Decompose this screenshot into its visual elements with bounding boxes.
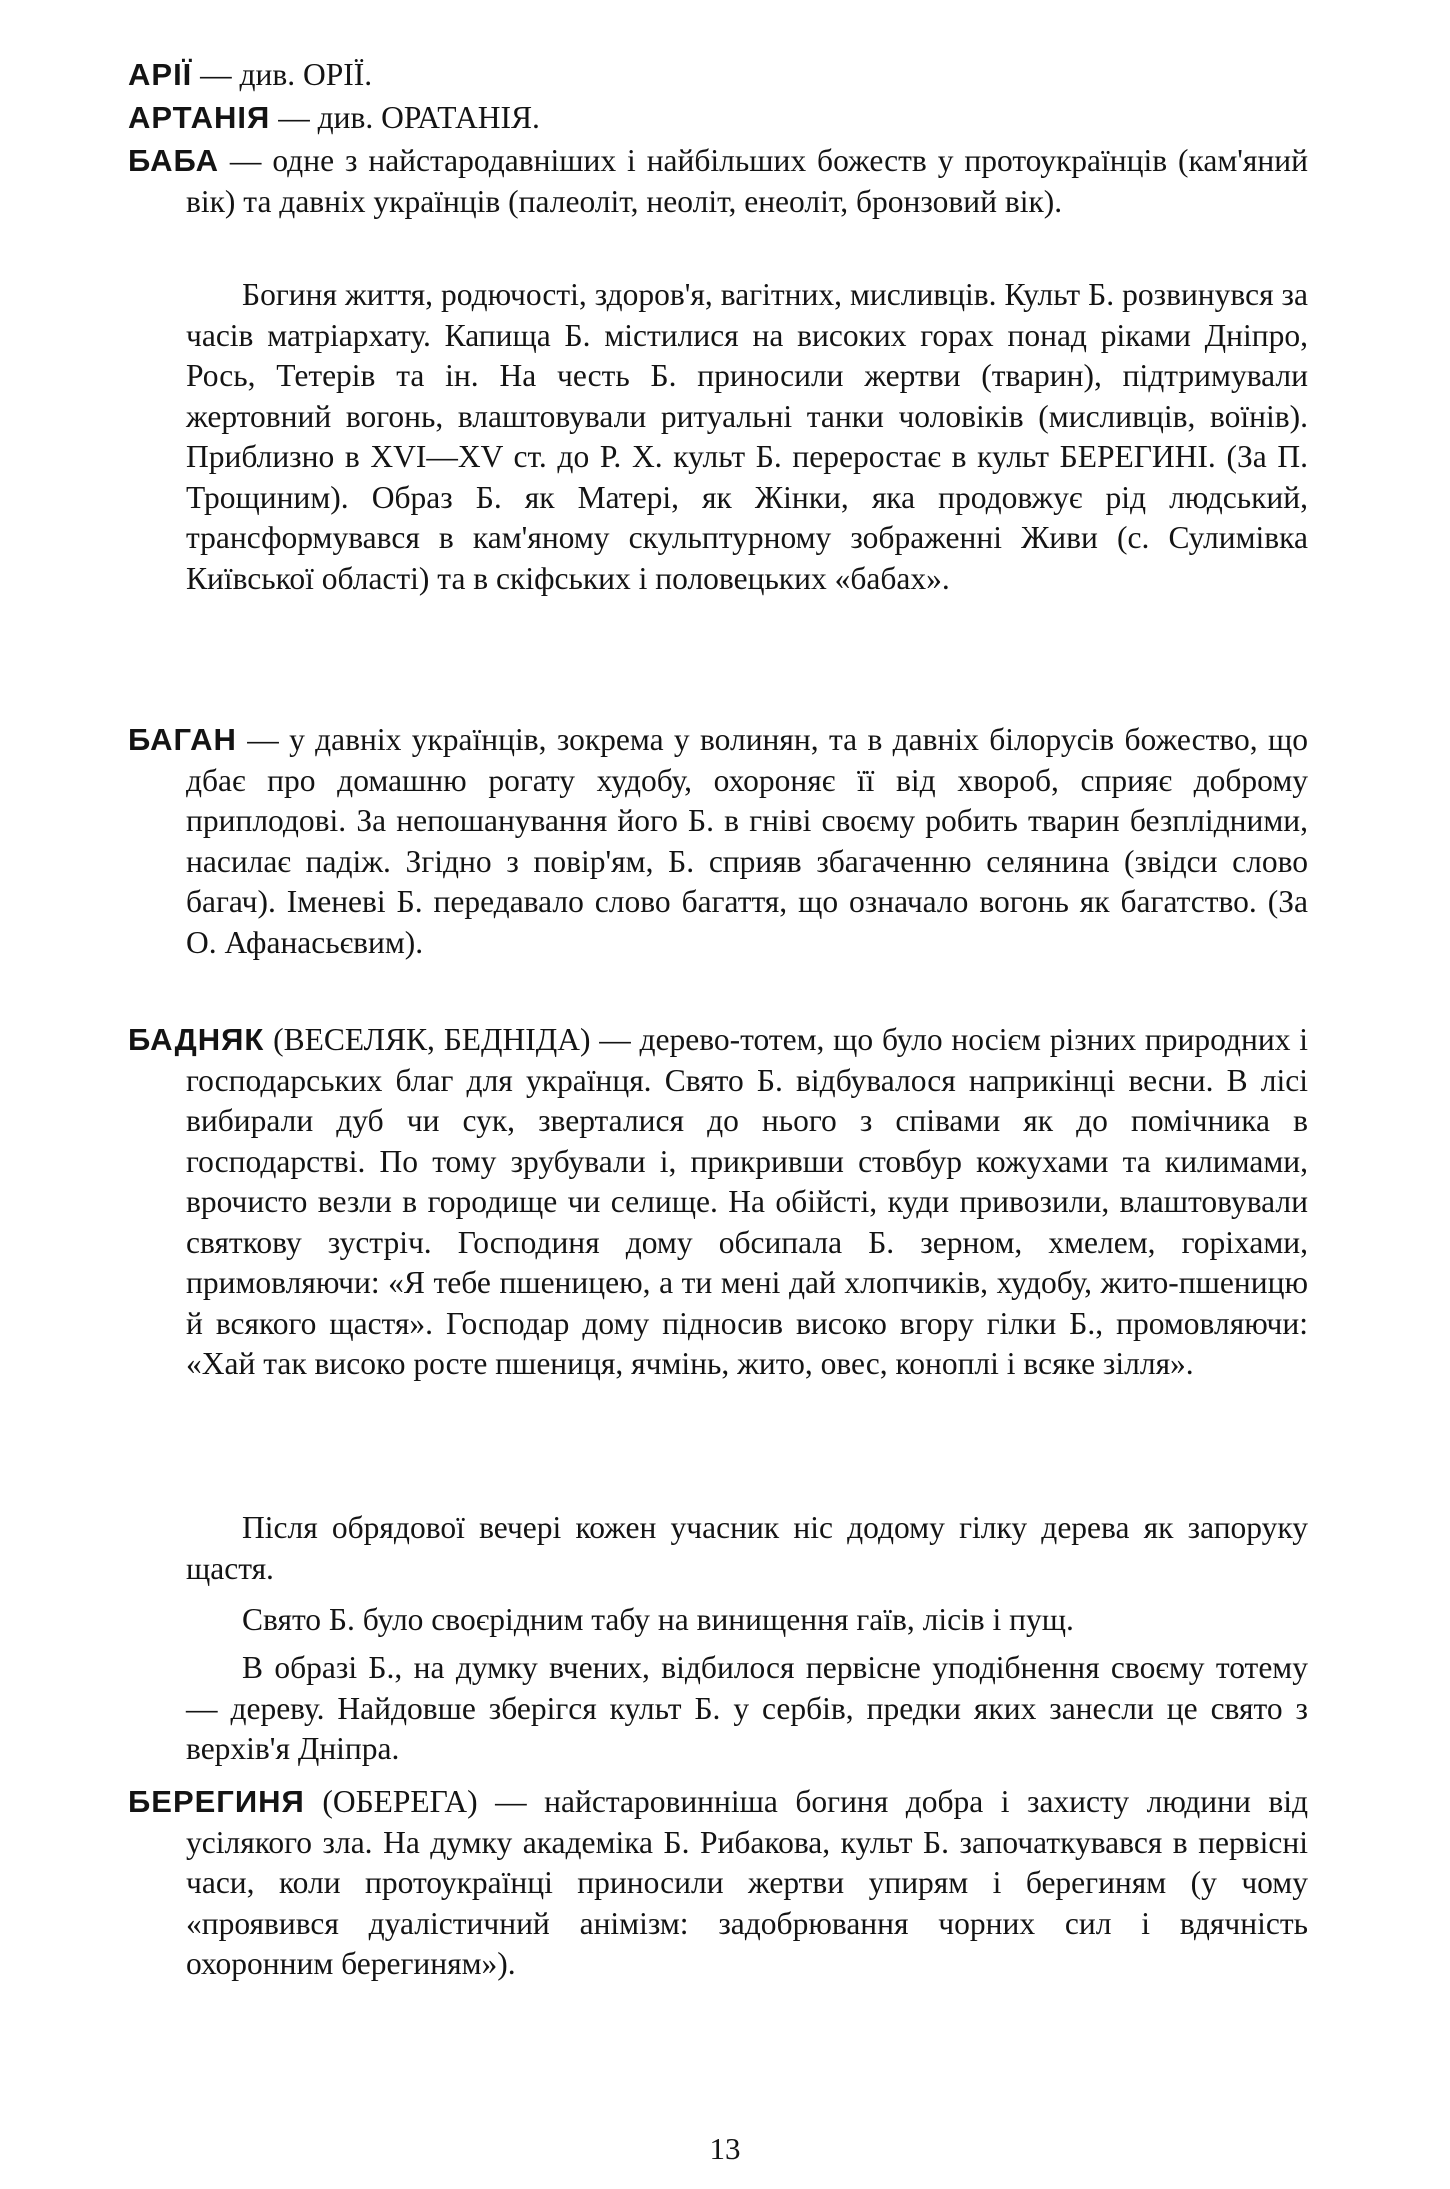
entry-badniak-paragraph: Після обрядової вечері кожен учасник ніс додому гілку дерева як запоруку щастя.	[186, 1510, 1308, 1586]
entry-term: АРТАНІЯ	[128, 100, 271, 135]
entry-bahan	[128, 720, 1308, 963]
entry-text: (ОБЕРЕГА) — найстаровинніша богиня добра і захисту людини від усілякого зла. На думку академіка Б. Рибакова, культ Б. започаткувався в первісні часи, коли протоукраїнці приносили жертви упирям і берегиням (у чому «проявився дуалістичний анімізм: задобрювання чорних сил і вдячність охоронним берегиням»).	[186, 1784, 1308, 1981]
entry-text: — див. ОРІЇ.	[192, 57, 373, 92]
entry-text: — див. ОРАТАНІЯ.	[270, 100, 540, 135]
entry-arii	[128, 55, 1308, 96]
entry-badniak-paragraph: В образі Б., на думку вчених, відбилося первісне уподібнення своєму тотему — дереву. Найдовше зберігся культ Б. у сербів, предки яких занесли це свято з верхів'я Дніпра.	[186, 1650, 1308, 1766]
entry-badniak	[128, 1020, 1308, 1385]
entry-term: БАДНЯК	[128, 1022, 265, 1057]
entry-baba	[128, 141, 1308, 222]
page-number: 13	[709, 2131, 741, 2166]
entry-term: БЕРЕГИНЯ	[128, 1784, 305, 1819]
entry-baba-paragraph: Богиня життя, родючості, здоров'я, вагітних, мисливців. Культ Б. розвинувся за часів матріархату. Капища Б. містилися на високих горах понад ріками Дніпро, Рось, Тетерів та ін. На честь Б. приносили жертви (тварин), підтримували жертовний вогонь, влаштовували ритуальні танки чоловіків (мисливців, воїнів). Приблизно в XVI—XV ст. до Р. X. культ Б. переростає в культ БЕРЕГИНІ. (За П. Трощиним). Образ Б. як Матері, як Жінки, яка продовжує рід людський, трансформувався в кам'яному скульптурному зображенні Живи (с. Сулимівка Київської області) та в скіфських і половецьких «бабах».	[186, 277, 1308, 596]
entry-term: АРІЇ	[128, 57, 193, 92]
entry-text: — одне з найстародавніших і найбільших божеств у протоукраїнців (кам'яний вік) та давніх українців (палеоліт, неоліт, енеоліт, бронзовий вік).	[186, 143, 1308, 219]
entry-text: (ВЕСЕЛЯК, БЕДНІДА) — дерево-тотем, що було носієм різних природних і господарських благ для українця. Свято Б. відбувалося наприкінці весни. В лісі вибирали дуб чи сук, зверталися до нього з співами як до помічника в господарстві. По тому зрубували і, прикривши стовбур кожухами та килимами, врочисто везли в городище чи селище. На обійсті, куди привозили, влаштовували святкову зустріч. Господиня дому обсипала Б. зерном, хмелем, горіхами, примовляючи: «Я тебе пшеницею, а ти мені дай хлопчиків, худобу, жито-пшеницю й всякого щастя». Господар дому підносив високо вгору гілки Б., промовляючи: «Хай так високо росте пшениця, ячмінь, жито, овес, коноплі і всяке зілля».	[186, 1022, 1308, 1381]
entry-berehynia	[128, 1782, 1308, 1985]
entry-term: БАБА	[128, 143, 219, 178]
entry-artaniia	[128, 98, 1308, 139]
entry-text: — у давніх українців, зокрема у волинян, та в давніх білорусів божество, що дбає про домашню рогату худобу, охороняє її від хвороб, сприяє доброму приплодові. За непошанування його Б. в гніві своєму робить тварин безплідними, насилає падіж. Згідно з повір'ям, Б. сприяв збагаченню селянина (звідси слово багач). Іменеві Б. передавало слово багаття, що означало вогонь як багатство. (За О. Афанасьєвим).	[186, 722, 1308, 960]
entry-badniak-paragraph: Свято Б. було своєрідним табу на винищення гаїв, лісів і пущ.	[242, 1602, 1074, 1637]
entry-term: БАГАН	[128, 722, 237, 757]
